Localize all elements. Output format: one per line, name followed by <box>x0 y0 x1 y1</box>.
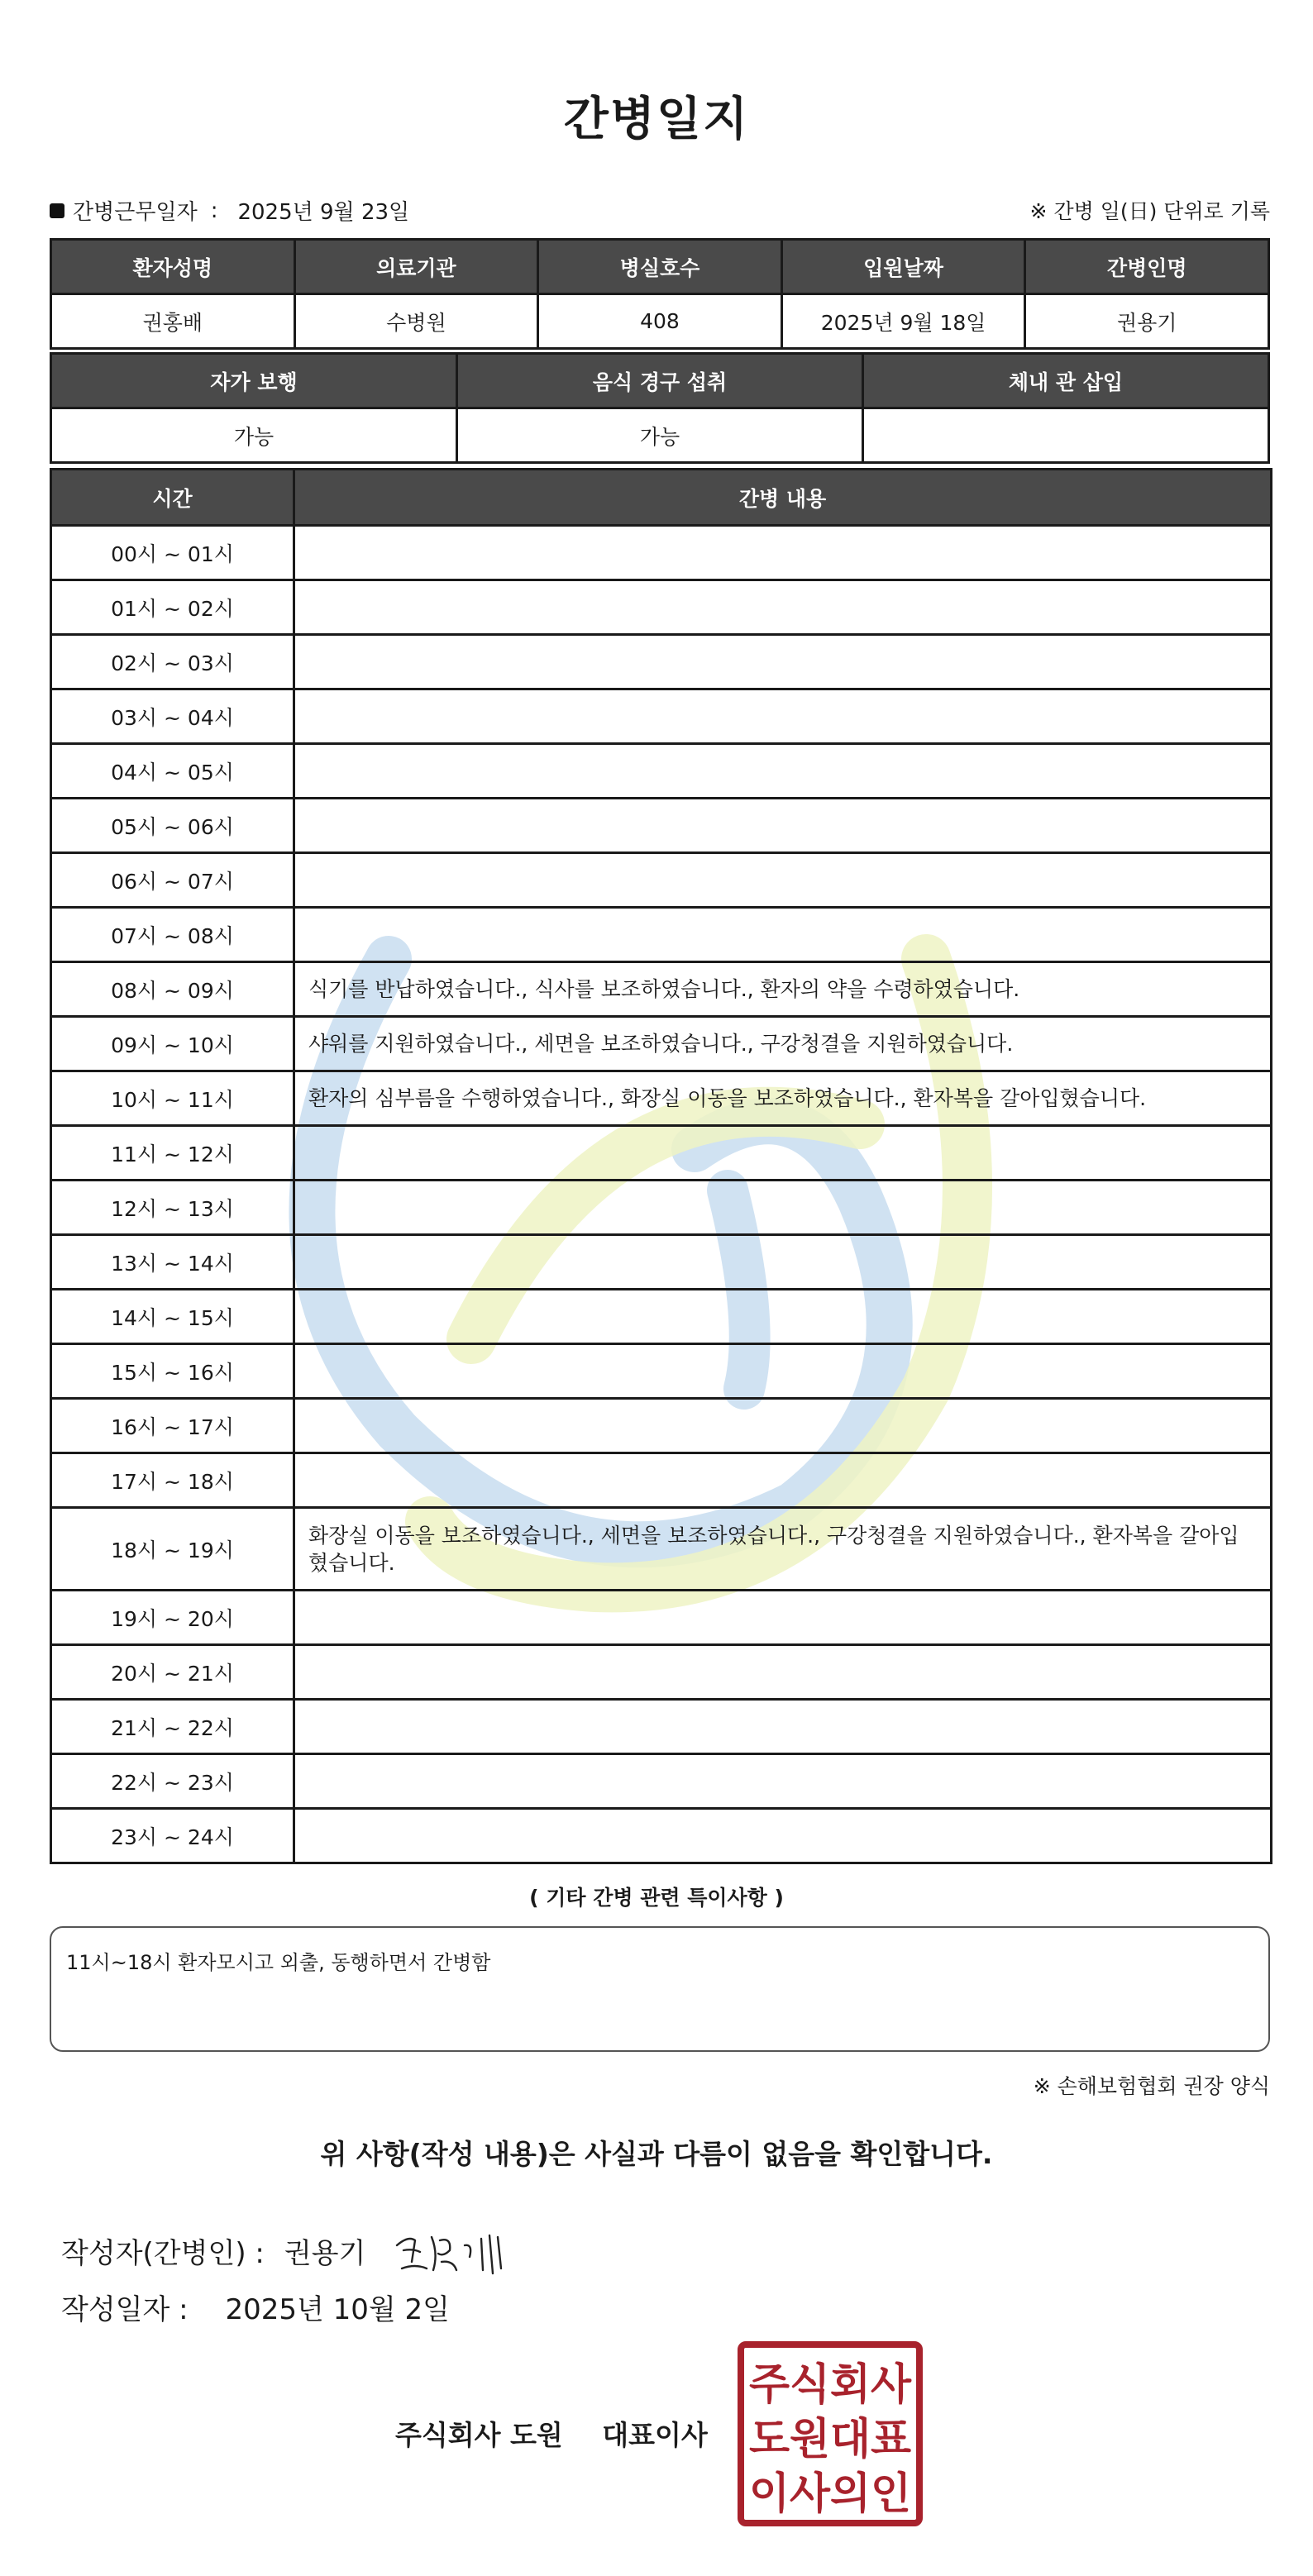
content-cell <box>294 1181 1272 1235</box>
company-seal-stamp <box>736 2340 924 2528</box>
time-cell: 02시 ~ 03시 <box>51 635 294 689</box>
time-cell: 09시 ~ 10시 <box>51 1017 294 1071</box>
table-row <box>51 1126 1272 1181</box>
time-cell: 00시 ~ 01시 <box>51 526 294 580</box>
table-row <box>51 853 1272 908</box>
table-row <box>51 1645 1272 1700</box>
table-row <box>51 1181 1272 1235</box>
time-cell: 06시 ~ 07시 <box>51 853 294 908</box>
content-cell: 환자의 심부름을 수행하였습니다., 화장실 이동을 보조하였습니다., 환자복을 갈아입혔습니다. <box>294 1071 1272 1126</box>
table-row <box>51 526 1272 580</box>
header-room-number: 병실호수 <box>538 240 782 294</box>
work-date-value: 2025년 9월 23일 <box>237 200 410 225</box>
signature-image <box>390 2221 514 2280</box>
written-date-line <box>61 2287 450 2327</box>
work-date-colon: : <box>210 198 218 223</box>
content-cell <box>294 1344 1272 1399</box>
header-time: 시간 <box>51 470 294 526</box>
table-row <box>51 799 1272 853</box>
table-row <box>51 635 1272 689</box>
remarks-box: 11시~18시 환자모시고 외출, 동행하면서 간병함 <box>50 1926 1270 2052</box>
written-date-value: 2025년 10월 2일 <box>225 2293 451 2326</box>
time-cell: 13시 ~ 14시 <box>51 1235 294 1290</box>
svg-text:도원대표: 도원대표 <box>749 2415 911 2464</box>
content-cell <box>294 635 1272 689</box>
table-row <box>51 962 1272 1017</box>
header-admission-date: 입원날짜 <box>781 240 1025 294</box>
tube-insertion <box>863 408 1269 463</box>
content-cell <box>294 1591 1272 1645</box>
time-cell: 03시 ~ 04시 <box>51 689 294 744</box>
table-row <box>51 1071 1272 1126</box>
institution: 수병원 <box>294 294 538 349</box>
time-cell: 21시 ~ 22시 <box>51 1700 294 1754</box>
table-row <box>51 1700 1272 1754</box>
svg-text:이사의인: 이사의인 <box>749 2469 911 2519</box>
written-date-label: 작성일자 : <box>61 2293 189 2326</box>
time-cell: 12시 ~ 13시 <box>51 1181 294 1235</box>
patient-name: 권홍배 <box>51 294 295 349</box>
header-tube-insertion: 체내 관 삽입 <box>863 354 1269 408</box>
confirm-statement: 위 사항(작성 내용)은 사실과 다름이 없음을 확인합니다. <box>320 2138 993 2170</box>
content-cell <box>294 1754 1272 1809</box>
content-cell <box>294 1126 1272 1181</box>
company-representative: 대표이사 <box>602 2419 708 2451</box>
content-cell <box>294 1645 1272 1700</box>
table-row <box>51 294 1269 349</box>
time-cell: 18시 ~ 19시 <box>51 1508 294 1591</box>
content-cell <box>294 1235 1272 1290</box>
writer-line <box>61 2221 514 2280</box>
square-bullet-icon <box>50 203 64 218</box>
time-cell: 19시 ~ 20시 <box>51 1591 294 1645</box>
svg-text:주식회사: 주식회사 <box>749 2360 912 2410</box>
content-cell: 샤워를 지원하였습니다., 세면을 보조하였습니다., 구강청결을 지원하였습니다. <box>294 1017 1272 1071</box>
table-row <box>51 1344 1272 1399</box>
page-title: 간병일지 <box>563 93 750 146</box>
oral-intake: 가능 <box>457 408 863 463</box>
header-oral-intake: 음식 경구 섭취 <box>457 354 863 408</box>
time-cell: 14시 ~ 15시 <box>51 1290 294 1344</box>
patient-ability-table <box>50 352 1270 464</box>
time-cell: 15시 ~ 16시 <box>51 1344 294 1399</box>
table-row <box>51 1235 1272 1290</box>
header-caregiver-name: 간병인명 <box>1025 240 1269 294</box>
content-cell <box>294 799 1272 853</box>
table-row <box>51 1591 1272 1645</box>
time-cell: 11시 ~ 12시 <box>51 1126 294 1181</box>
table-row <box>51 1399 1272 1453</box>
table-row <box>51 1508 1272 1591</box>
time-cell: 16시 ~ 17시 <box>51 1399 294 1453</box>
time-cell: 04시 ~ 05시 <box>51 744 294 799</box>
time-cell: 23시 ~ 24시 <box>51 1809 294 1863</box>
header-patient-name: 환자성명 <box>51 240 295 294</box>
content-cell <box>294 744 1272 799</box>
table-row <box>51 908 1272 962</box>
meta-row <box>50 195 1270 225</box>
table-row <box>51 1017 1272 1071</box>
time-cell: 22시 ~ 23시 <box>51 1754 294 1809</box>
content-cell <box>294 1290 1272 1344</box>
writer-name: 권용기 <box>284 2236 366 2270</box>
table-header-row <box>51 354 1269 408</box>
content-cell <box>294 908 1272 962</box>
content-cell <box>294 1809 1272 1863</box>
time-cell: 20시 ~ 21시 <box>51 1645 294 1700</box>
admission-date: 2025년 9월 18일 <box>781 294 1025 349</box>
content-cell: 화장실 이동을 보조하였습니다., 세면을 보조하였습니다., 구강청결을 지원하였습니다., 환자복을 갈아입혔습니다. <box>294 1508 1272 1591</box>
remarks-title: ( 기타 간병 관련 특이사항 ) <box>529 1886 784 1910</box>
table-row <box>51 1453 1272 1508</box>
recommend-note: ※ 손해보험협회 권장 양식 <box>1033 2074 1270 2098</box>
company-name: 주식회사 도원 <box>395 2419 563 2451</box>
time-cell: 17시 ~ 18시 <box>51 1453 294 1508</box>
table-row <box>51 1809 1272 1863</box>
work-date-label: 간병근무일자 <box>73 200 198 225</box>
table-row <box>51 744 1272 799</box>
table-header-row <box>51 240 1269 294</box>
company-line <box>395 2414 708 2453</box>
work-date <box>50 195 409 226</box>
record-unit-note: ※ 간병 일(日) 단위로 기록 <box>1029 199 1270 223</box>
table-row <box>51 1290 1272 1344</box>
table-row <box>51 689 1272 744</box>
content-cell <box>294 580 1272 635</box>
caregiver-name: 권용기 <box>1025 294 1269 349</box>
time-cell: 08시 ~ 09시 <box>51 962 294 1017</box>
time-cell: 01시 ~ 02시 <box>51 580 294 635</box>
time-cell: 07시 ~ 08시 <box>51 908 294 962</box>
writer-label: 작성자(간병인) : <box>61 2236 265 2270</box>
header-care-content: 간병 내용 <box>294 470 1272 526</box>
content-cell <box>294 689 1272 744</box>
time-cell: 10시 ~ 11시 <box>51 1071 294 1126</box>
self-walking: 가능 <box>51 408 457 463</box>
room-number: 408 <box>538 294 782 349</box>
hourly-care-table <box>50 468 1272 1864</box>
content-cell <box>294 1700 1272 1754</box>
content-cell <box>294 1453 1272 1508</box>
table-row <box>51 1754 1272 1809</box>
content-cell: 식기를 반납하였습니다., 식사를 보조하였습니다., 환자의 약을 수령하였습니다. <box>294 962 1272 1017</box>
content-cell <box>294 526 1272 580</box>
content-cell <box>294 853 1272 908</box>
header-institution: 의료기관 <box>294 240 538 294</box>
time-cell: 05시 ~ 06시 <box>51 799 294 853</box>
patient-info-table <box>50 238 1270 350</box>
header-self-walking: 자가 보행 <box>51 354 457 408</box>
table-row <box>51 408 1269 463</box>
content-cell <box>294 1399 1272 1453</box>
table-row <box>51 580 1272 635</box>
table-header-row <box>51 470 1272 526</box>
